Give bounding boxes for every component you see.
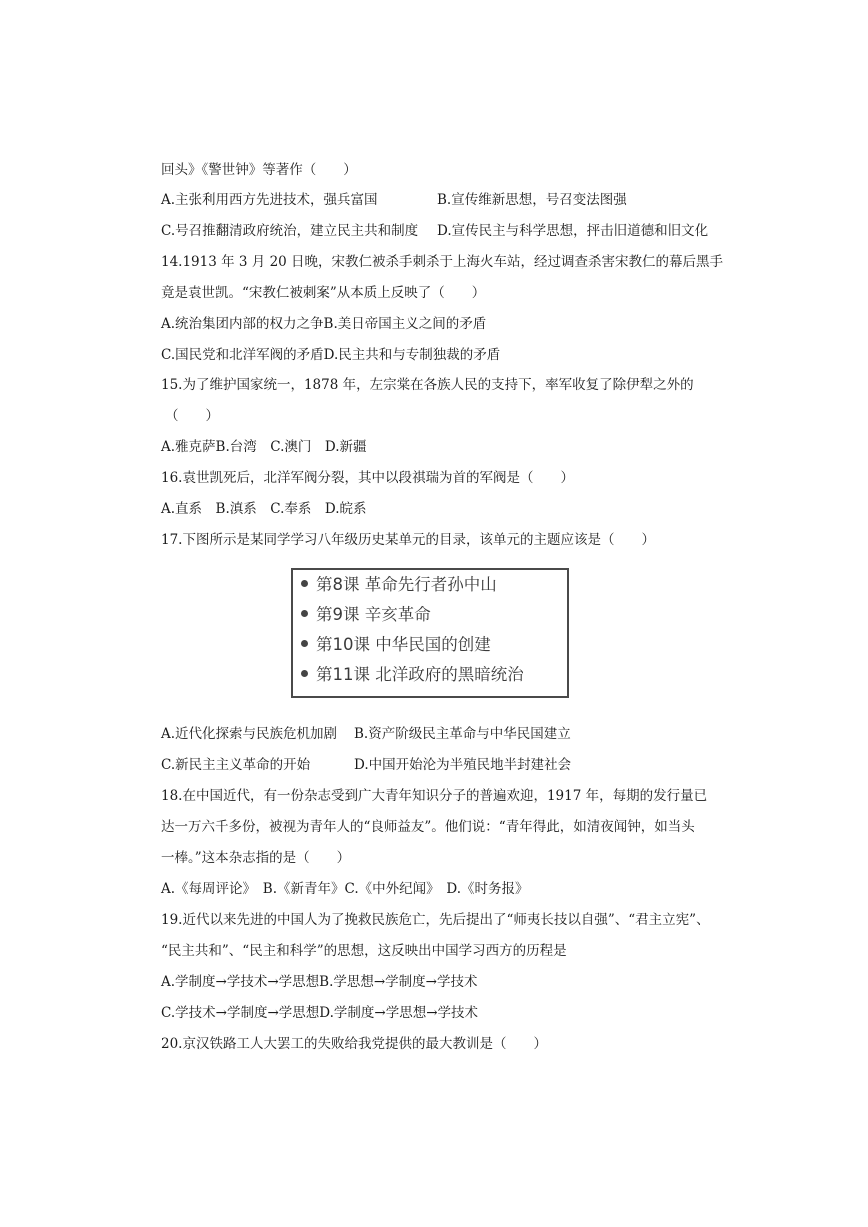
q15-stem-line2: （ ） — [165, 408, 219, 424]
bullet-icon — [301, 640, 308, 647]
q19-options-ab: A.学制度→学技术→学思想B.学思想→学制度→学技术 — [161, 974, 478, 990]
toc-item-label: 第10课 中华民国的创建 — [316, 635, 491, 654]
q14-stem-line1: 14.1913 年 3 月 20 日晚，宋教仁被杀手刺杀于上海火车站，经过调查杀害宋教仁的幕后黑手 — [161, 254, 724, 270]
q19-stem-line1: 19.近代以来先进的中国人为了挽救民族危亡，先后提出了“师夷长技以自强”、“君主立宪”、 — [161, 912, 710, 928]
q14-options-ab: A.统治集团内部的权力之争B.美日帝国主义之间的矛盾 — [161, 316, 487, 332]
bullet-icon — [301, 670, 308, 677]
q13-option-d: D.宣传民主与科学思想，抨击旧道德和旧文化 — [437, 223, 709, 239]
q14-options-cd: C.国民党和北洋军阀的矛盾D.民主共和与专制独裁的矛盾 — [161, 347, 501, 363]
q18-stem-line2: 达一万六千多份，被视为青年人的“良师益友”。他们说：“青年得此，如清夜闻钟，如当头 — [161, 819, 695, 835]
q18-options: A.《每周评论》 B.《新青年》C.《中外纪闻》 D.《时务报》 — [161, 881, 529, 897]
toc-item-label: 第11课 北洋政府的黑暗统治 — [316, 665, 524, 684]
q15-options: A.雅克萨B.台湾 C.澳门 D.新疆 — [161, 439, 367, 455]
toc-item — [301, 633, 491, 657]
q17-option-b: B.资产阶级民主革命与中华民国建立 — [354, 726, 571, 742]
q17-option-c: C.新民主主义革命的开始 — [161, 757, 311, 773]
bullet-icon — [301, 610, 308, 617]
unit-table-of-contents — [291, 568, 569, 698]
bullet-icon — [301, 580, 308, 587]
q17-option-a: A.近代化探索与民族危机加剧 — [161, 726, 338, 742]
q13-option-a: A.主张利用西方先进技术，强兵富国 — [161, 192, 378, 208]
q20-stem: 20.京汉铁路工人大罢工的失败给我党提供的最大教训是（ ） — [161, 1036, 547, 1052]
q17-stem: 17.下图所示是某同学学习八年级历史某单元的目录，该单元的主题应该是（ ） — [161, 532, 655, 548]
q18-stem-line1: 18.在中国近代，有一份杂志受到广大青年知识分子的普遍欢迎，1917 年，每期的发行量已 — [161, 788, 708, 804]
q15-stem-line1: 15.为了维护国家统一，1878 年，左宗棠在各族人民的支持下，率军收复了除伊犁之外的 — [161, 377, 694, 393]
q13-stem: 回头》《警世钟》等著作（ ） — [161, 162, 357, 178]
toc-item-label: 第9课 辛亥革命 — [316, 605, 431, 624]
q18-stem-line3: 一棒。”这本杂志指的是（ ） — [161, 850, 351, 866]
q16-stem: 16.袁世凯死后，北洋军阀分裂，其中以段祺瑞为首的军阀是（ ） — [161, 470, 574, 486]
q14-stem-line2: 竟是袁世凯。“宋教仁被刺案”从本质上反映了（ ） — [161, 285, 486, 301]
q19-options-cd: C.学技术→学制度→学思想D.学制度→学思想→学技术 — [161, 1005, 479, 1021]
toc-item — [301, 663, 524, 687]
q19-stem-line2: “民主共和”、“民主和科学”的思想，这反映出中国学习西方的历程是 — [161, 943, 567, 959]
q17-option-d: D.中国开始沦为半殖民地半封建社会 — [354, 757, 572, 773]
q13-option-c: C.号召推翻清政府统治，建立民主共和制度 — [161, 223, 419, 239]
toc-item — [301, 573, 497, 597]
q16-options: A.直系 B.滇系 C.奉系 D.皖系 — [161, 501, 367, 517]
toc-item-label: 第8课 革命先行者孙中山 — [316, 575, 497, 594]
q13-option-b: B.宣传维新思想，号召变法图强 — [437, 192, 627, 208]
toc-item — [301, 603, 431, 627]
